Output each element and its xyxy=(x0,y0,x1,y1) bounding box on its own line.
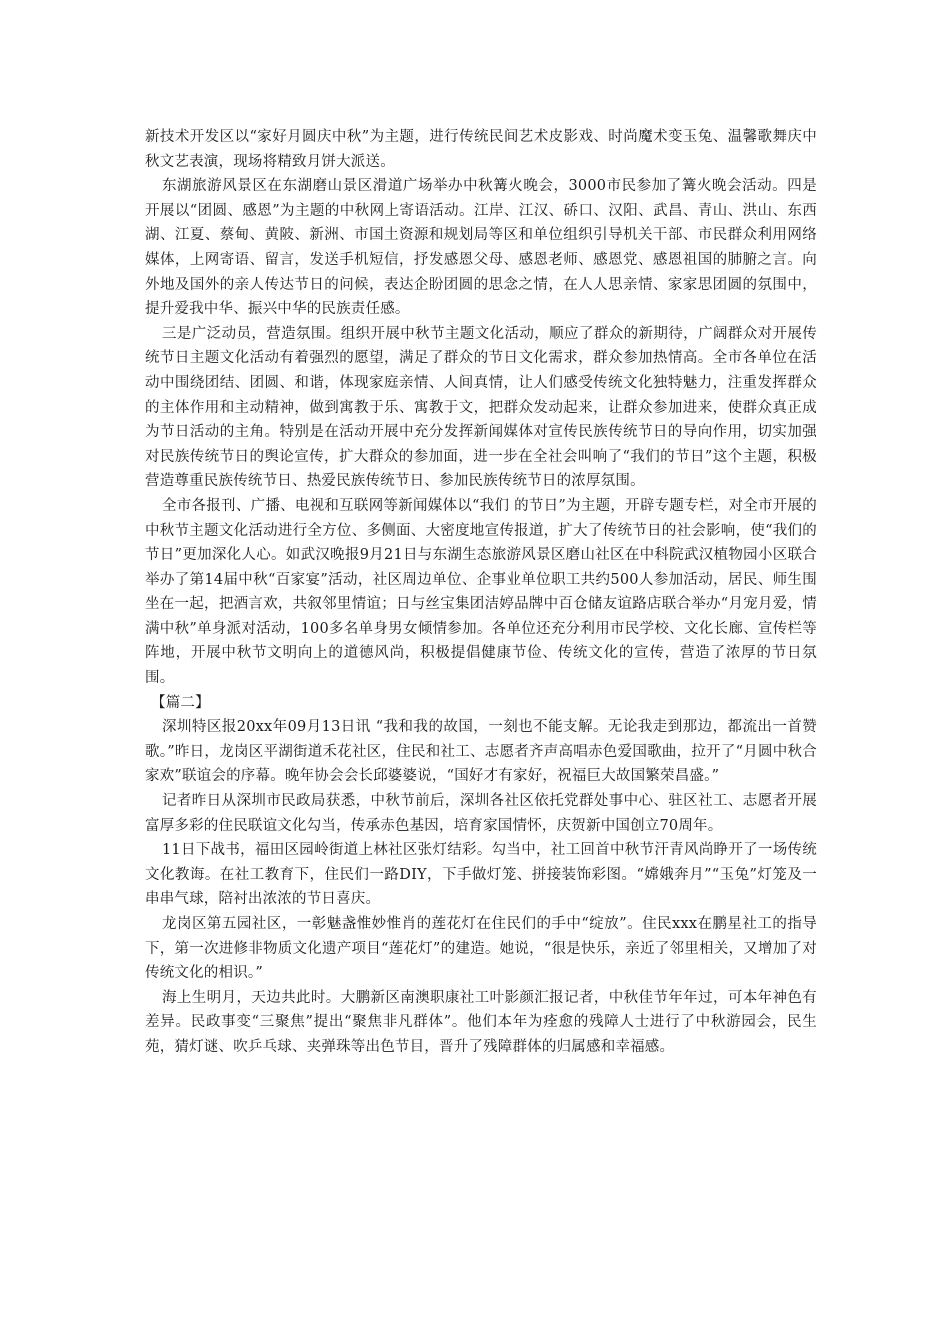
paragraph-2: 东湖旅游风景区在东湖磨山景区滑道广场举办中秋篝火晚会，3000市民参加了篝火晚会活动。四是开展以“团圆、感恩”为主题的中秋网上寄语活动。江岸、江汉、硚口、汉阳、武昌、青山、洪山、东西湖、江夏、蔡甸、黄陂、新洲、市国土资源和规划局等区和单位组织引导机关干部、市民群众利用网络媒体，上网寄语、留言，发送手机短信，抒发感恩父母、感恩老师、感恩党、感恩祖国的肺腑之言。向外地及国外的亲人传达节日的问候，表达企盼团圆的思念之情，在人人思亲情、家家思团圆的氛围中，提升爱我中华、振兴中华的民族责任感。 xyxy=(145,178,817,318)
paragraph-6: 记者昨日从深圳市民政局获悉，中秋节前后，深圳各社区依托党群处事中心、驻区社工、志愿者开展富厚多彩的住民联谊文化勾当，传承赤色基因，培育家国情怀，庆贺新中国创立70周年。 xyxy=(145,793,817,834)
paragraph-7: 11日下战书，福田区园岭街道上林社区张灯结彩。勾当中，社工回首中秋节汗青风尚睁开了一场传统文化教诲。在社工教育下，住民们一路DIY，下手做灯笼、拼接装饰彩图。“嫦娥奔月”“玉兔”灯笼及一串串气球，陪衬出浓浓的节日喜庆。 xyxy=(145,842,817,908)
paragraph-4: 全市各报刊、广播、电视和互联网等新闻媒体以“我们 的节日”为主题，开辟专题专栏，对全市开展的中秋节主题文化活动进行全方位、多侧面、大密度地宣传报道，扩大了传统节日的社会影响，使“我们的节日”更加深化人心。如武汉晚报9月21日与东湖生态旅游风景区磨山社区在中科院武汉植物园小区联合举办了第14届中秋“百家宴”活动，社区周边单位、企事业单位职工共约500人参加活动，居民、师生围坐在一起，把酒言欢，共叙邻里情谊；日与丝宝集团洁婷品牌中百仓储友谊路店联合举办“月宠月爱，情满中秋”单身派对活动，100多名单身男女倾情参加。各单位还充分利用市民学校、文化长廊、宣传栏等阵地，开展中秋节文明向上的道德风尚，积极提倡健康节俭、传统文化的宣传，营造了浓厚的节日氛围。 xyxy=(145,497,817,687)
paragraph-9: 海上生明月，天边共此时。大鹏新区南澳职康社工叶影颜汇报记者，中秋佳节年年过，可本年神色有差异。民政事变“三聚焦”提出“聚焦非凡群体”。他们本年为痊愈的残障人士进行了中秋游园会，民生苑，猜灯谜、吹乒乓球、夹弹珠等出色节目，晋升了残障群体的归属感和幸福感。 xyxy=(145,989,817,1055)
document-body xyxy=(145,125,817,1060)
section-heading: 【篇二】 xyxy=(151,694,210,711)
paragraph-5: 深圳特区报20xx年09月13日讯 “我和我的故国，一刻也不能支解。无论我走到那边，都流出一首赞歌。”昨日，龙岗区平湖街道禾花社区，住民和社工、志愿者齐声高唱赤色爱国歌曲，拉开了“月圆中秋合家欢”联谊会的序幕。晚年协会会长邱婆婆说，“国好才有家好，祝福巨大故国繁荣昌盛。” xyxy=(145,719,817,785)
paragraph-8: 龙岗区第五园社区，一彰魅盏惟妙惟肖的莲花灯在住民们的手中“绽放”。住民xxx在鹏星社工的指导下，第一次进修非物质文化遗产项目“莲花灯”的建造。她说，“很是快乐，亲近了邻里相关，又增加了对传统文化的相识。” xyxy=(145,916,817,982)
paragraph-1: 新技术开发区以“家好月圆庆中秋”为主题，进行传统民间艺术皮影戏、时尚魔术变玉兔、温馨歌舞庆中秋文艺表演，现场将精致月饼大派送。 xyxy=(145,129,817,170)
paragraph-3: 三是广泛动员，营造氛围。组织开展中秋节主题文化活动，顺应了群众的新期待，广阔群众对开展传统节日主题文化活动有着强烈的愿望，满足了群众的节日文化需求，群众参加热情高。全市各单位在活动中围绕团结、团圆、和谐，体现家庭亲情、人间真情，让人们感受传统文化独特魅力，注重发挥群众的主体作用和主动精神，做到寓教于乐、寓教于文，把群众发动起来，让群众参加进来，使群众真正成为节日活动的主角。特别是在活动开展中充分发挥新闻媒体对宣传民族传统节日的导向作用，切实加强对民族传统节日的舆论宣传，扩大群众的参加面，进一步在全社会叫响了“我们的节日”这个主题，积极营造尊重民族传统节日、热爱民族传统节日、参加民族传统节日的浓厚氛围。 xyxy=(145,325,817,490)
